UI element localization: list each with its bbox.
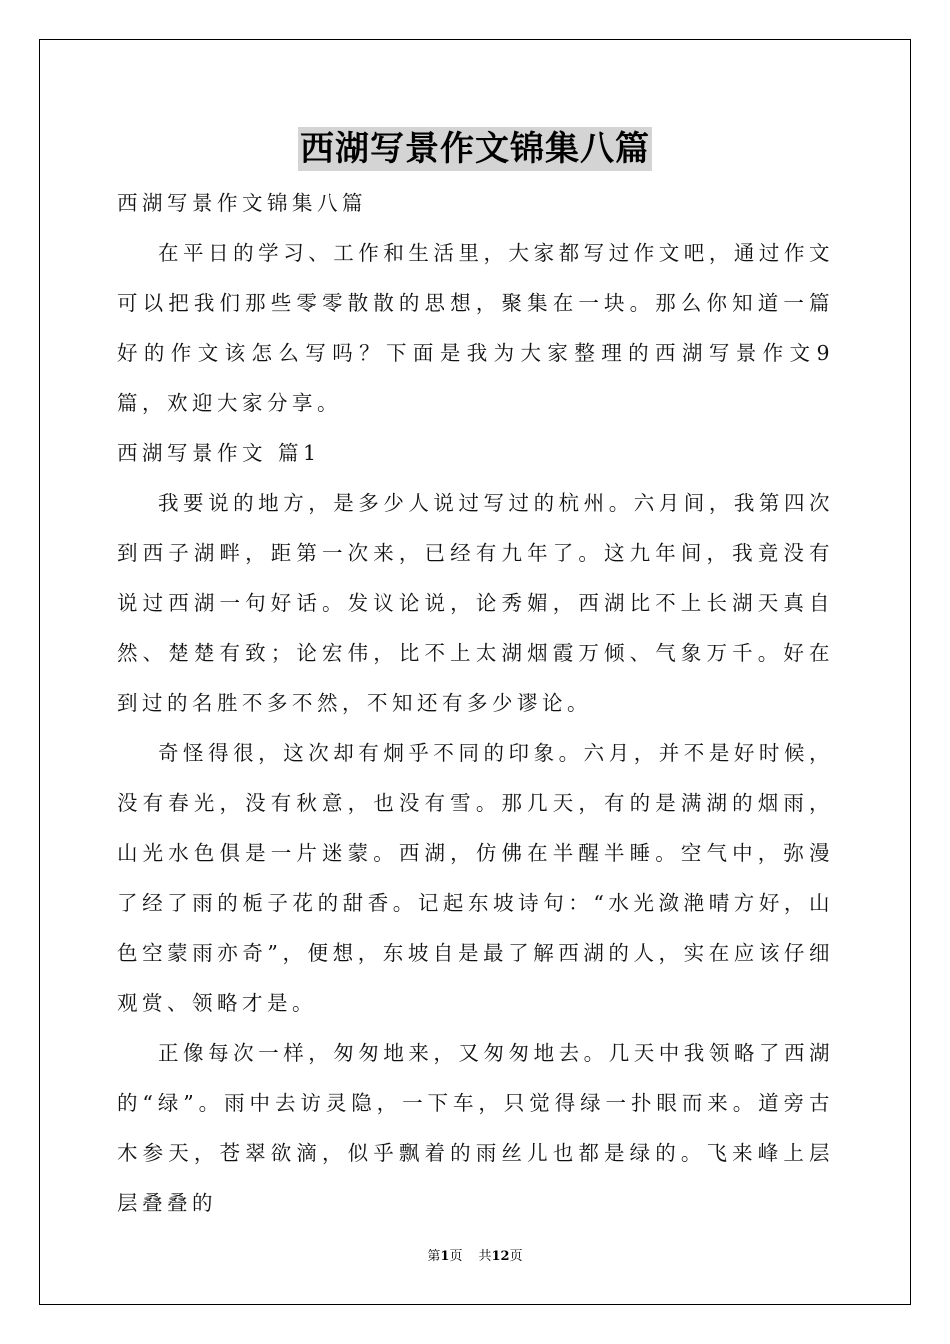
document-title: 西湖写景作文锦集八篇	[300, 129, 650, 169]
page-number: 1	[440, 1249, 450, 1264]
paragraph: 在平日的学习、工作和生活里，大家都写过作文吧，通过作文可以把我们那些零零散散的思想，聚集在一块。那么你知道一篇好的作文该怎么写吗？下面是我为大家整理的西湖写景作文9篇，欢迎大家分享。	[117, 241, 834, 415]
paragraph: 正像每次一样，匆匆地来，又匆匆地去。几天中我领略了西湖的“绿”。雨中去访灵隐，一下车，只觉得绿一扑眼而来。道旁古木参天，苍翠欲滴，似乎飘着的雨丝儿也都是绿的。飞来峰上层层叠叠的	[117, 1041, 834, 1215]
total-suffix: 页	[509, 1249, 523, 1264]
page-prefix: 第	[427, 1249, 441, 1264]
total-prefix: 共	[478, 1249, 492, 1264]
title-wrap	[0, 127, 950, 171]
paragraph: 西湖写景作文 篇1	[117, 441, 321, 465]
paragraph: 我要说的地方，是多少人说过写过的杭州。六月间，我第四次到西子湖畔，距第一次来，已经有九年了。这九年间，我竟没有说过西湖一句好话。发议论说，论秀媚，西湖比不上长湖天真自然、楚楚有致；论宏伟，比不上太湖烟霞万倾、气象万千。好在到过的名胜不多不然，不知还有多少谬论。	[117, 491, 834, 715]
paragraph: 西湖写景作文锦集八篇	[117, 191, 367, 215]
page-footer	[0, 1245, 950, 1264]
page-suffix: 页	[449, 1249, 463, 1264]
total-pages: 12	[491, 1249, 510, 1264]
paragraph: 奇怪得很，这次却有炯乎不同的印象。六月，并不是好时候，没有春光，没有秋意，也没有雪。那几天，有的是满湖的烟雨，山光水色俱是一片迷蒙。西湖，仿佛在半醒半睡。空气中，弥漫了经了雨的栀子花的甜香。记起东坡诗句：“水光潋滟晴方好，山色空蒙雨亦奇”，便想，东坡自是最了解西湖的人，实在应该仔细观赏、领略才是。	[117, 741, 834, 1015]
document-body	[117, 178, 834, 1228]
